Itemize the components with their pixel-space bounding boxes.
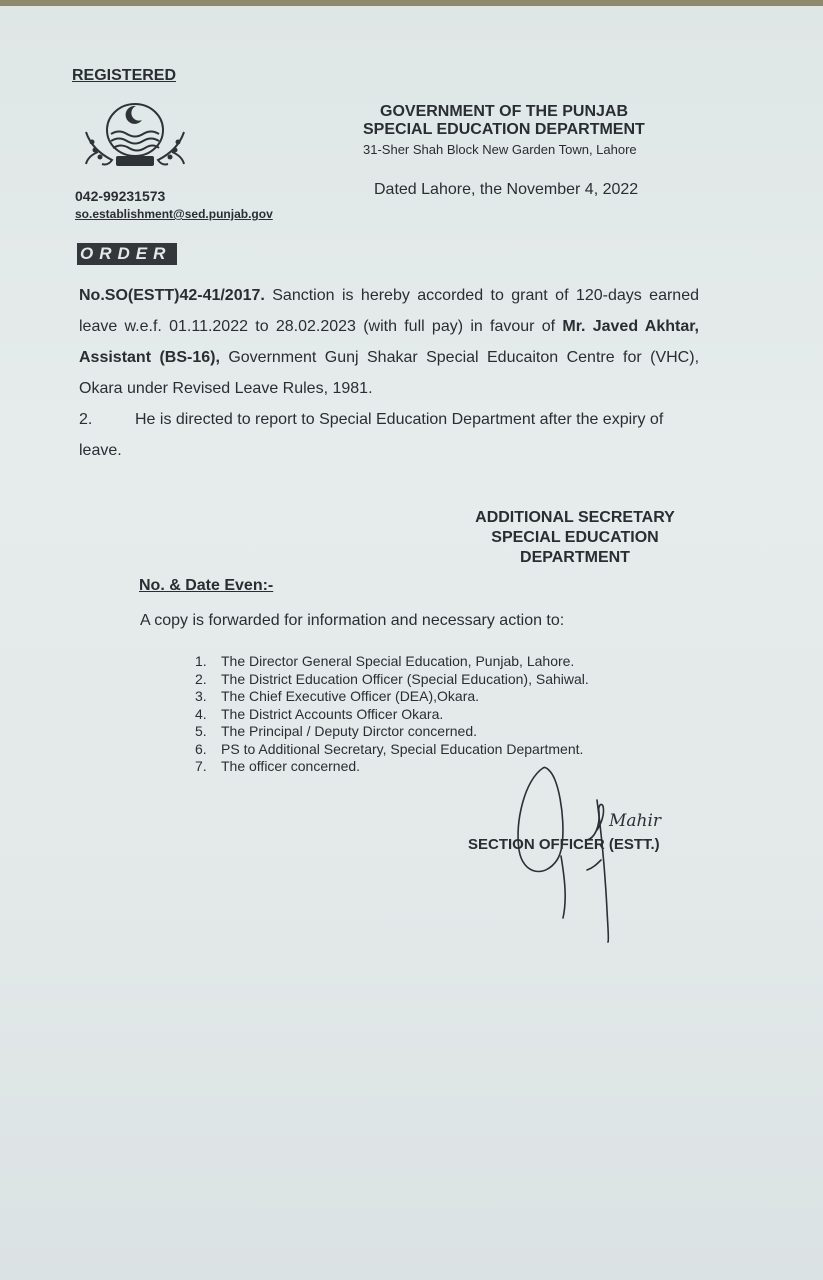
list-text: The Chief Executive Officer (DEA),Okara. (221, 688, 480, 704)
header-government: GOVERNMENT OF THE PUNJAB (380, 103, 629, 120)
signatory-block (440, 508, 710, 568)
copy-recipients-list (195, 653, 589, 776)
order-paragraph-1 (79, 280, 699, 404)
order-text-b: Government Gunj Shakar Special Educaiton Centre for (VHC), Okara under Revised Leave Rules, 1981. (79, 349, 700, 397)
list-text: The officer concerned. (221, 758, 361, 774)
employee-name: Mr. Javed Akhtar, Assistant (BS-16), (79, 318, 700, 366)
list-number: 4. (195, 705, 207, 722)
punjab-emblem-icon (78, 92, 192, 180)
list-item (195, 688, 589, 706)
top-edge-strip (0, 0, 823, 6)
paragraph-number: 2. (79, 411, 93, 428)
registered-label: REGISTERED (72, 67, 177, 84)
section-officer-title: SECTION OFFICER (ESTT.) (468, 836, 660, 853)
signatory-title: ADDITIONAL SECRETARY (475, 509, 675, 526)
list-item (195, 671, 589, 689)
list-item (195, 653, 589, 671)
list-number: 5. (195, 723, 207, 739)
list-number: 3. (195, 688, 207, 704)
order-title: ORDER (77, 243, 177, 265)
order-reference-number: No.SO(ESTT)42-41/2017. (79, 287, 265, 304)
list-item (195, 723, 589, 741)
order-text-a: Sanction is hereby accorded to grant of 120-days earned leave w.e.f. 01.11.2022 to 28.02.2023 (with full pay) in favour of (79, 287, 699, 335)
phone-number: 042-99231573 (75, 188, 166, 204)
order-paragraph-2 (79, 404, 699, 466)
header-address: 31-Sher Shah Block New Garden Town, Lahore (363, 142, 637, 157)
list-number: 1. (195, 653, 207, 669)
header-department: SPECIAL EDUCATION DEPARTMENT (363, 121, 645, 138)
list-text: The Principal / Deputy Dirctor concerned. (221, 723, 477, 739)
list-text: The District Accounts Officer Okara. (221, 705, 444, 722)
signature-text: Mahir (609, 811, 662, 831)
signatory-department-2: DEPARTMENT (520, 549, 630, 566)
no-date-even-label: No. & Date Even:- (139, 577, 274, 594)
signatory-department-1: SPECIAL EDUCATION (491, 529, 659, 546)
handwritten-signature (505, 760, 675, 950)
paragraph-2-text: He is directed to report to Special Education Department after the expiry of leave. (79, 411, 664, 459)
email-address: so.establishment@sed.punjab.gov (75, 207, 273, 221)
list-item (195, 706, 589, 724)
list-text: The Director General Special Education, Punjab, Lahore. (221, 653, 575, 669)
list-text: The District Education Officer (Special Education), Sahiwal. (221, 670, 589, 687)
list-number: 6. (195, 740, 207, 757)
copy-forward-intro: A copy is forwarded for information and necessary action to: (140, 612, 565, 629)
list-number: 2. (195, 670, 207, 687)
list-text: PS to Additional Secretary, Special Education Department. (221, 740, 584, 757)
list-item (195, 741, 589, 759)
date-line: Dated Lahore, the November 4, 2022 (374, 181, 639, 198)
list-number: 7. (195, 758, 207, 774)
